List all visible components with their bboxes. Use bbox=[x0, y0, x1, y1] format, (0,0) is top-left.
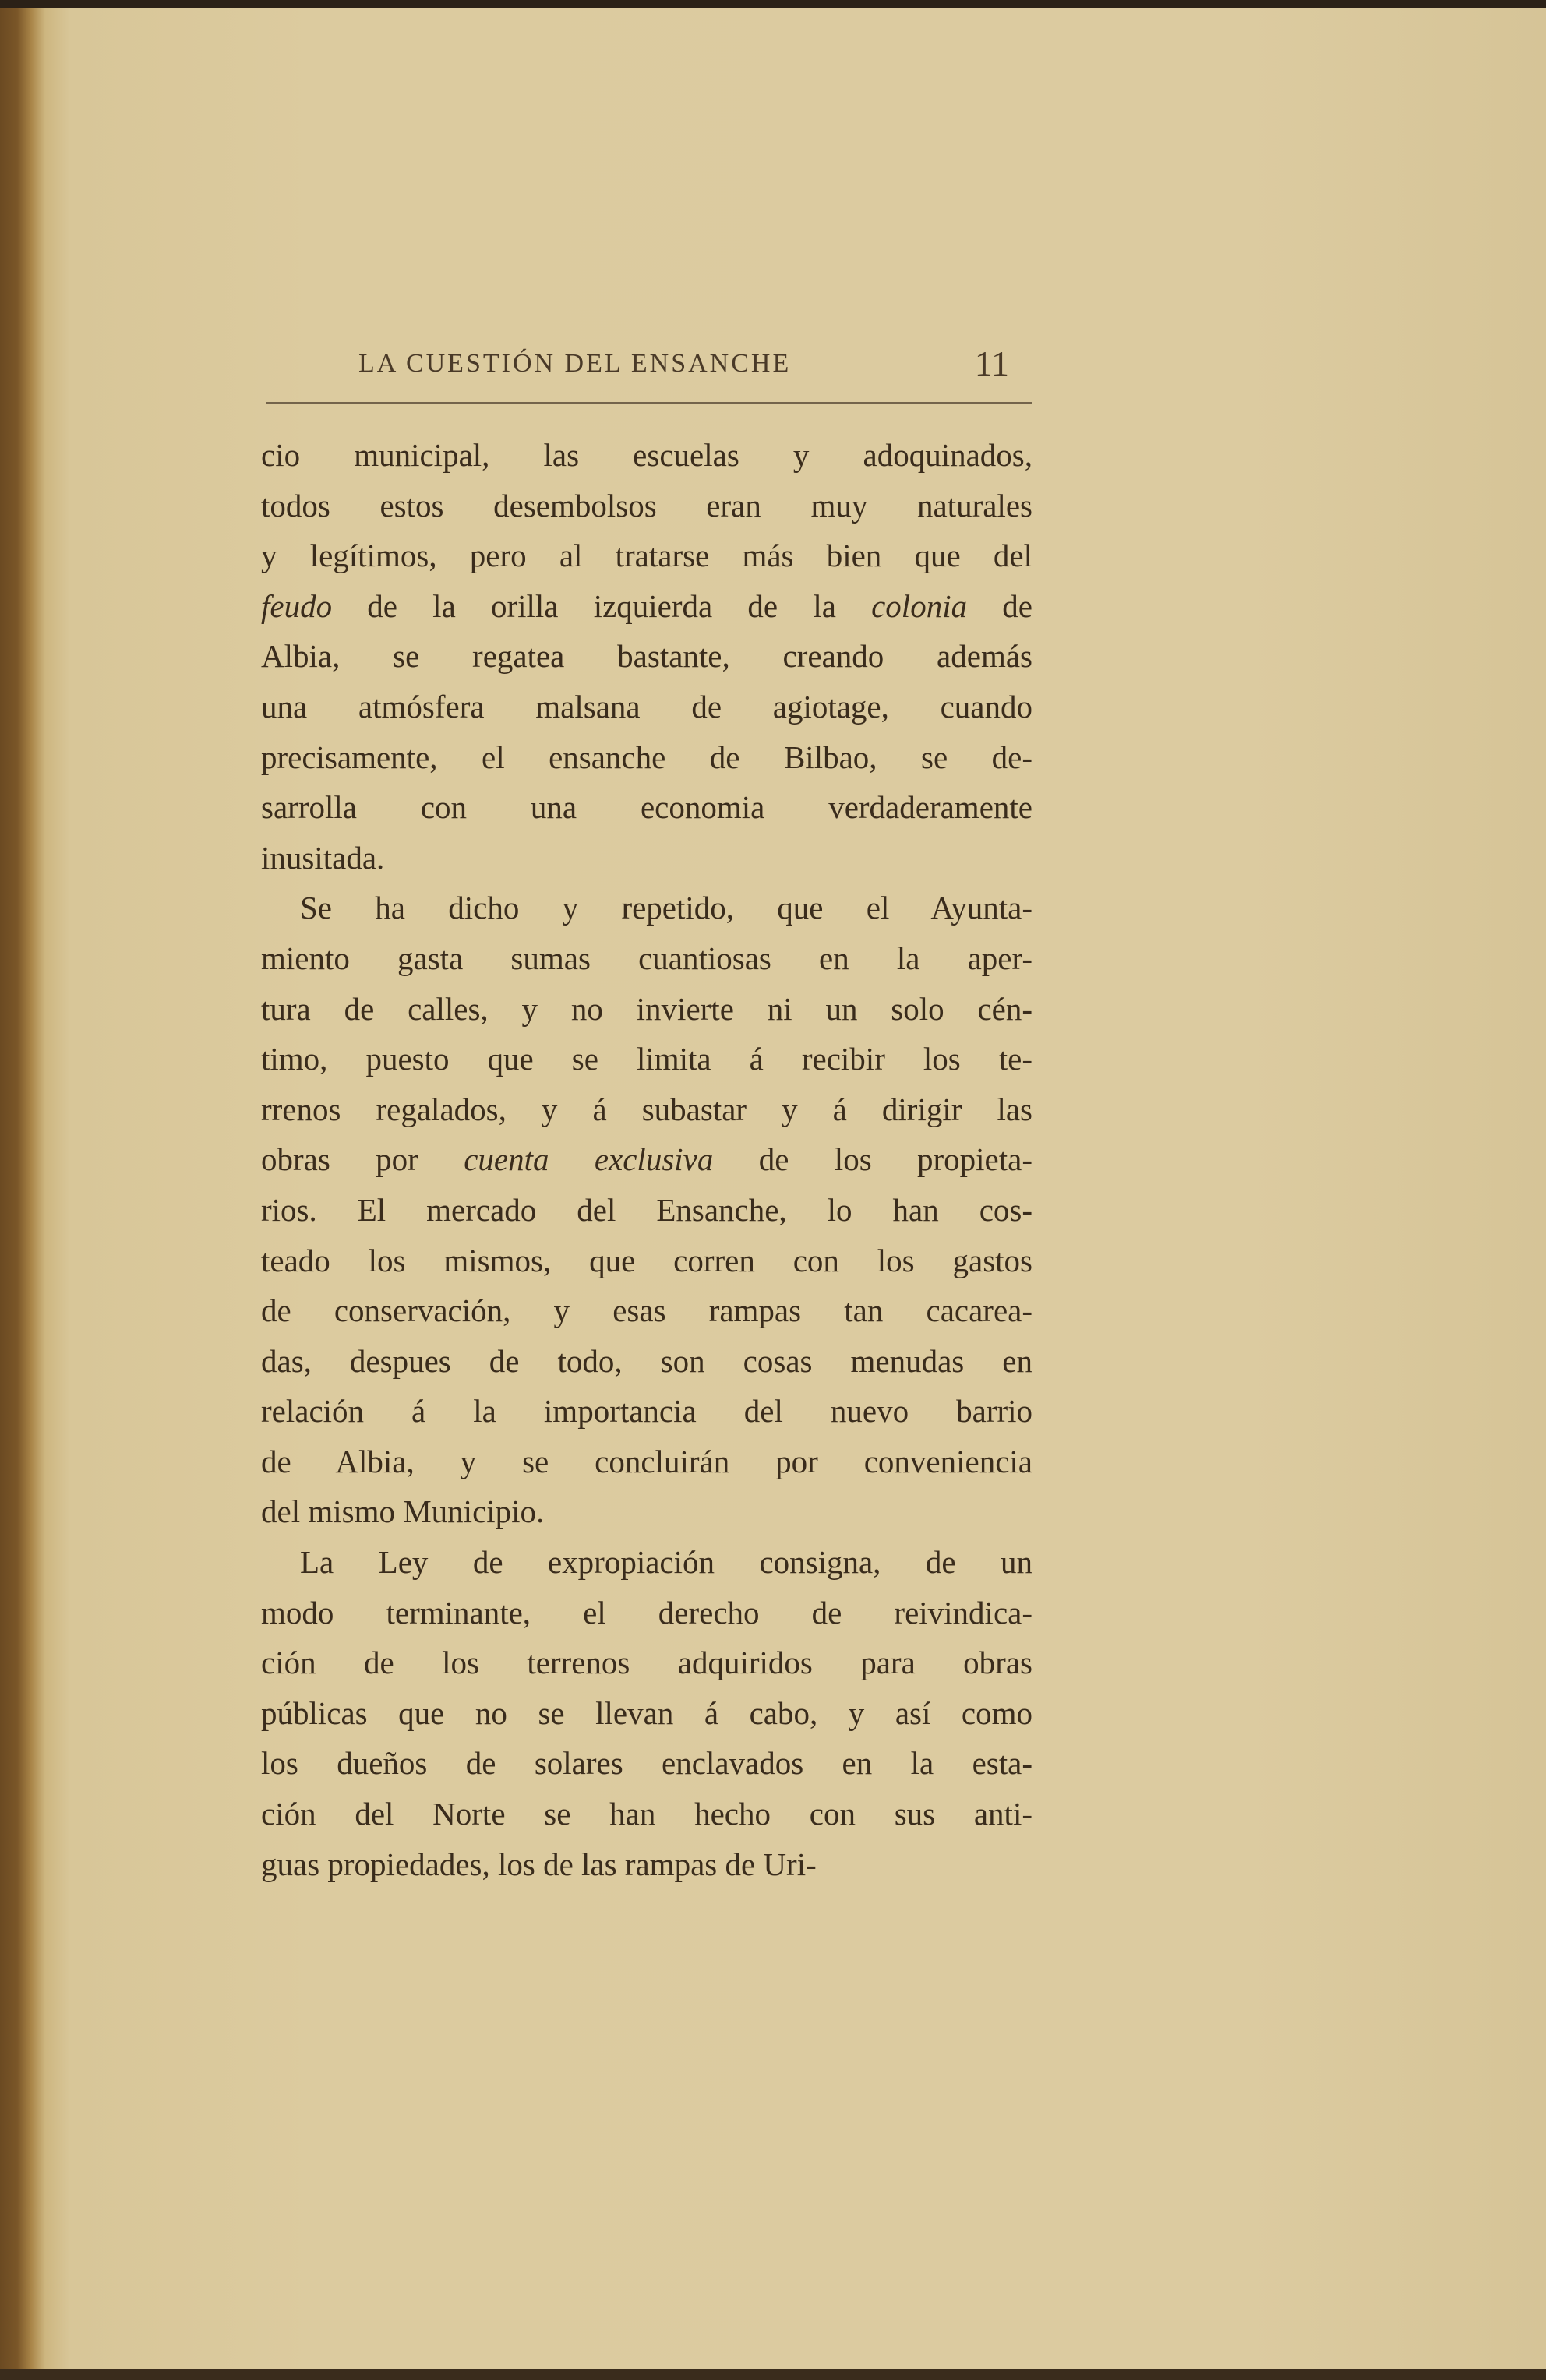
italic-text: cuenta exclusiva bbox=[464, 1141, 714, 1178]
italic-text: colonia bbox=[871, 587, 968, 624]
text-line bbox=[261, 782, 1032, 833]
text-run: modo terminante, el derecho de reivindica- bbox=[261, 1594, 1032, 1631]
page-header bbox=[261, 343, 1032, 390]
text-line bbox=[261, 933, 1032, 984]
text-run: relación á la importancia del nuevo barrio bbox=[261, 1393, 1032, 1430]
page-number: 11 bbox=[974, 344, 1009, 383]
text-run: precisamente, el ensanche de Bilbao, se de- bbox=[261, 739, 1032, 775]
text-run: de bbox=[967, 587, 1032, 624]
text-run: públicas que no se llevan á cabo, y así como bbox=[261, 1694, 1032, 1731]
text-line bbox=[261, 1134, 1032, 1185]
text-run: guas propiedades, los de las rampas de Uri- bbox=[261, 1846, 817, 1882]
text-run: todos estos desembolsos eran muy naturales bbox=[261, 487, 1032, 524]
text-run: miento gasta sumas cuantiosas en la aper- bbox=[261, 940, 1032, 976]
text-line bbox=[261, 1486, 1032, 1537]
text-line bbox=[261, 732, 1032, 783]
running-title: LA CUESTIÓN DEL ENSANCHE bbox=[358, 349, 792, 378]
text-line bbox=[261, 1588, 1032, 1638]
text-run: La Ley de expropiación consigna, de un bbox=[300, 1544, 1032, 1581]
text-line bbox=[261, 1285, 1032, 1336]
text-line bbox=[261, 1537, 1032, 1588]
paragraph bbox=[261, 430, 1032, 883]
text-run: ción del Norte se han hecho con sus anti- bbox=[261, 1796, 1032, 1832]
page-body-text bbox=[261, 430, 1032, 1889]
text-run: rrenos regalados, y á subastar y á dirigir las bbox=[261, 1091, 1032, 1127]
text-run: inusitada. bbox=[261, 839, 385, 876]
text-run: los dueños de solares enclavados en la esta- bbox=[261, 1745, 1032, 1782]
text-run: una atmósfera malsana de agiotage, cuando bbox=[261, 688, 1032, 725]
text-line bbox=[261, 1638, 1032, 1688]
text-run: de la orilla izquierda de la bbox=[332, 587, 872, 624]
text-line bbox=[261, 1789, 1032, 1839]
text-line bbox=[261, 1034, 1032, 1084]
text-line bbox=[261, 1236, 1032, 1286]
text-line bbox=[261, 1738, 1032, 1789]
text-run: teado los mismos, que corren con los gastos bbox=[261, 1242, 1032, 1278]
text-line bbox=[261, 1386, 1032, 1437]
text-run: rios. El mercado del Ensanche, lo han cos- bbox=[261, 1191, 1032, 1228]
text-line bbox=[261, 883, 1032, 933]
text-run: de conservación, y esas rampas tan cacarea- bbox=[261, 1292, 1032, 1329]
scan-top-edge bbox=[0, 0, 1546, 8]
paragraph bbox=[261, 883, 1032, 1537]
text-line bbox=[261, 682, 1032, 732]
text-line bbox=[261, 1688, 1032, 1739]
text-run: obras por bbox=[261, 1141, 464, 1178]
text-run: Se ha dicho y repetido, que el Ayunta- bbox=[300, 890, 1032, 926]
text-line bbox=[261, 1839, 1032, 1890]
text-line bbox=[261, 984, 1032, 1035]
italic-text: feudo bbox=[261, 587, 333, 624]
text-run: sarrolla con una economia verdaderamente bbox=[261, 789, 1032, 826]
text-run: das, despues de todo, son cosas menudas en bbox=[261, 1342, 1032, 1379]
paragraph bbox=[261, 1537, 1032, 1889]
text-line bbox=[261, 430, 1032, 481]
text-run: cio municipal, las escuelas y adoquinados, bbox=[261, 437, 1032, 473]
text-run: ción de los terrenos adquiridos para obras bbox=[261, 1645, 1032, 1681]
header-rule bbox=[266, 402, 1032, 404]
text-run: de los propieta- bbox=[713, 1141, 1032, 1178]
text-line bbox=[261, 1185, 1032, 1236]
text-run: Albia, se regatea bastante, creando además bbox=[261, 638, 1032, 675]
text-line bbox=[261, 1437, 1032, 1487]
text-run: timo, puesto que se limita á recibir los te- bbox=[261, 1041, 1032, 1077]
text-line bbox=[261, 1336, 1032, 1387]
text-line bbox=[261, 481, 1032, 531]
text-line bbox=[261, 1084, 1032, 1135]
scan-bottom-edge bbox=[0, 2369, 1546, 2380]
text-line bbox=[261, 581, 1032, 632]
text-run: y legítimos, pero al tratarse más bien que del bbox=[261, 538, 1032, 574]
text-run: tura de calles, y no invierte ni un solo cén- bbox=[261, 990, 1032, 1027]
text-run: del mismo Municipio. bbox=[261, 1493, 545, 1530]
text-line bbox=[261, 631, 1032, 682]
text-line bbox=[261, 531, 1032, 581]
text-run: de Albia, y se concluirán por conveniencia bbox=[261, 1443, 1032, 1479]
text-line bbox=[261, 833, 1032, 883]
